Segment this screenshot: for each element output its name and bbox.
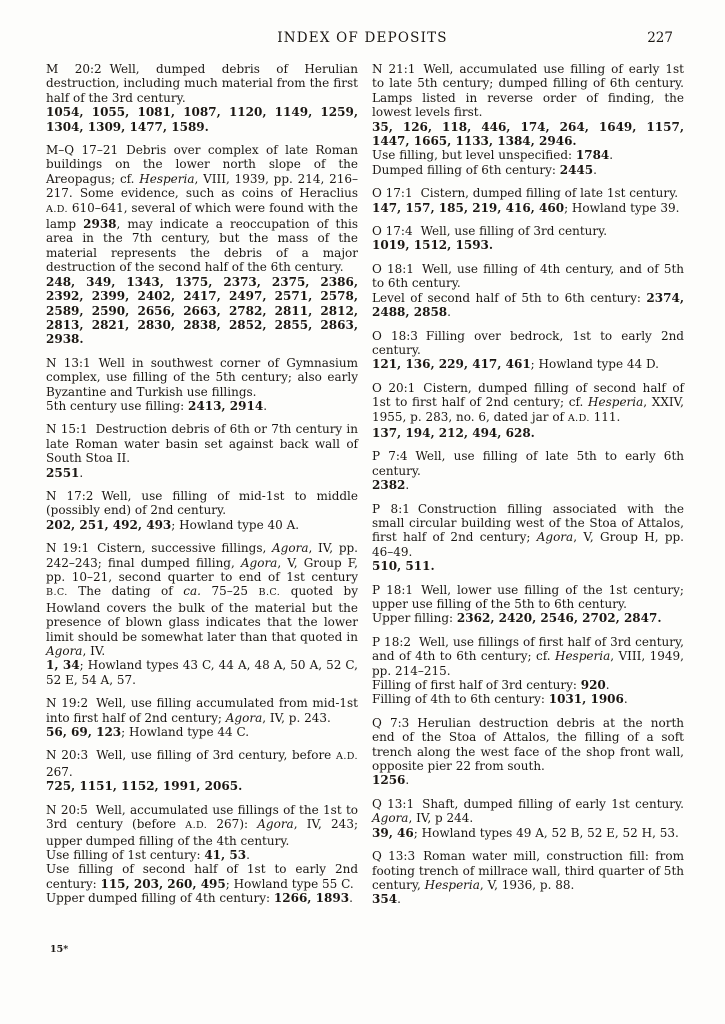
- entry-description: [372, 224, 684, 238]
- deposit-id: N 20:3: [46, 748, 89, 763]
- deposit-entry: [372, 186, 684, 215]
- page-title: INDEX OF DEPOSITS: [277, 30, 448, 46]
- text-run: , IV.: [82, 644, 106, 659]
- text-run: ; Howland type 44 C.: [121, 725, 250, 740]
- text-run: .: [605, 678, 610, 693]
- text-run: , XXIV, 1955, p. 283, no. 6, dated jar of: [372, 395, 684, 424]
- entry-description: [372, 635, 684, 678]
- entry-description: [46, 803, 358, 848]
- catalog-numbers-line: [372, 892, 684, 906]
- text-run: Hesperia: [424, 877, 480, 892]
- text-run: Destruction debris of 6th or 7th century in late Roman water basin set against back wall of South Stoa II.: [46, 422, 358, 466]
- deposit-entry: [372, 849, 684, 907]
- text-run: , VIII, 1939, pp. 214, 216–217. Some evidence, such as coins of Heraclius: [46, 171, 359, 201]
- text-run: Debris over complex of late Roman buildings on the lower north slope of the Areopagus; cf.: [46, 143, 358, 186]
- catalog-numbers-line: [372, 826, 684, 840]
- text-run: 267):: [207, 817, 258, 832]
- left-column: [46, 62, 358, 916]
- catalog-number: 121, 136, 229, 417, 461: [372, 357, 531, 372]
- entry-description: [372, 716, 684, 774]
- signature-mark: 15*: [50, 944, 69, 955]
- text-run: Hesperia: [588, 395, 644, 410]
- text-run: .: [246, 847, 250, 862]
- catalog-number: 2382: [372, 478, 406, 493]
- text-run: .: [79, 465, 84, 480]
- deposit-entry: [46, 143, 358, 347]
- deposit-id: O 18:3: [372, 328, 418, 343]
- deposit-entry: [372, 449, 684, 492]
- catalog-number: 248, 349, 1343, 1375, 2373, 2375, 2386, 2392, 2399, 2402, 2417, 2497, 2571, 2578, 2589, 2590, 2656, 2663, 2782, 2811, 2812, 2813, 2821, 2830, 2838, 2852, 2855, 2863, 2938.: [46, 274, 358, 347]
- deposit-id: N 17:2: [46, 488, 94, 503]
- text-run: .: [405, 478, 410, 493]
- catalog-numbers-line: [46, 725, 358, 739]
- deposit-id: O 18:1: [372, 261, 414, 276]
- catalog-number: 147, 157, 185, 219, 416, 460: [372, 200, 565, 215]
- catalog-numbers-line: [372, 611, 684, 625]
- deposit-entry: [46, 422, 358, 480]
- catalog-number: 202, 251, 492, 493: [46, 517, 172, 532]
- catalog-numbers-line: [372, 773, 684, 787]
- text-run: 5th century use filling:: [46, 398, 189, 413]
- text-run: .: [593, 162, 597, 177]
- deposit-id: O 17:1: [372, 186, 413, 201]
- deposit-id: N 15:1: [46, 422, 88, 437]
- right-column: [372, 62, 684, 916]
- text-run: Well, use filling of 4th century, and of 5th to 6th century.: [372, 261, 685, 291]
- deposit-entry: [46, 62, 358, 134]
- index-text-block: [46, 62, 684, 916]
- entry-description: [46, 62, 358, 105]
- deposit-id: P 8:1: [372, 501, 410, 516]
- text-run: Well, use filling of mid-1st to middle (possibly end) of 2nd century.: [46, 488, 358, 518]
- text-run: A.D.: [185, 820, 208, 832]
- deposit-id: Q 13:1: [372, 796, 415, 811]
- text-run: Filling of 4th to 6th century:: [372, 692, 549, 707]
- deposit-id: N 21:1: [372, 62, 416, 76]
- text-run: .: [623, 692, 628, 707]
- catalog-number: 115, 203, 260, 495: [100, 876, 226, 891]
- catalog-numbers-line: [372, 559, 684, 573]
- catalog-number: 56, 69, 123: [46, 725, 122, 740]
- catalog-number: 1031, 1906: [548, 692, 624, 707]
- text-run: Use filling, but level unspecified:: [372, 148, 576, 163]
- deposit-id: Q 13:3: [372, 849, 416, 864]
- text-run: B.C.: [258, 587, 281, 599]
- catalog-numbers-line: [372, 692, 684, 706]
- catalog-numbers-line: [46, 466, 358, 480]
- deposit-entry: [46, 696, 358, 739]
- catalog-numbers-line: [372, 238, 684, 252]
- catalog-number: 2551: [46, 465, 80, 480]
- catalog-number: 1, 34: [46, 658, 80, 673]
- catalog-number: 725, 1151, 1152, 1991, 2065.: [46, 779, 243, 794]
- text-run: .: [349, 891, 353, 906]
- text-run: ca.: [183, 584, 201, 599]
- deposit-id: N 19:1: [46, 541, 90, 556]
- text-run: Well, use filling of late 5th to early 6th century.: [372, 449, 684, 478]
- deposit-id: M–Q 17–21: [46, 143, 119, 158]
- text-run: Dumped filling of 6th century:: [372, 162, 560, 177]
- catalog-numbers-line: [46, 105, 358, 134]
- entry-description: [372, 502, 684, 560]
- deposit-entry: [372, 716, 684, 788]
- entry-description: [372, 797, 684, 826]
- catalog-numbers-line: [372, 163, 684, 177]
- text-run: , may indicate a reoccupation of this area in the 7th century, but the mass of the material represents the debris of a major destruction of the second half of the 6th century.: [46, 217, 358, 275]
- entry-description: [372, 262, 684, 291]
- catalog-number: 2413, 2914: [188, 398, 264, 413]
- entry-description: [46, 696, 358, 725]
- text-run: Agora: [225, 710, 263, 725]
- text-run: Well, accumulated use filling of early 1st to late 5th century; dumped filling of 6th century. Lamps listed in reverse order of finding, the lowest levels first.: [372, 62, 685, 120]
- catalog-numbers-line: [46, 518, 358, 532]
- text-run: , V, 1936, p. 88.: [479, 877, 575, 892]
- text-run: , V, Group F, pp. 10–21, second quarter to end of 1st century: [46, 555, 358, 584]
- entry-description: [372, 849, 684, 892]
- text-run: ; Howland type 44 D.: [530, 357, 659, 372]
- entry-description: [46, 143, 358, 275]
- catalog-number: 1266, 1893: [273, 891, 350, 906]
- deposit-entry: [372, 262, 684, 320]
- entry-description: [46, 356, 358, 399]
- text-run: Level of second half of 5th to 6th century:: [372, 290, 647, 305]
- text-run: Well, accumulated use fillings of the 1st to 3rd century (before: [46, 802, 358, 832]
- text-run: , IV, p 244.: [408, 811, 474, 826]
- deposit-entry: [372, 583, 684, 626]
- catalog-numbers-line: [372, 678, 684, 692]
- catalog-numbers-line: [372, 357, 684, 371]
- text-run: Cistern, successive fillings,: [97, 541, 273, 556]
- text-run: Well, use filling of 3rd century.: [420, 224, 608, 239]
- deposit-id: O 17:4: [372, 224, 413, 239]
- text-run: Agora: [46, 644, 83, 659]
- deposit-entry: [46, 356, 358, 414]
- catalog-numbers-line: [46, 658, 358, 687]
- text-run: , VIII, 1949, pp. 214–215.: [372, 649, 684, 678]
- text-run: , IV, p. 243.: [262, 710, 331, 725]
- catalog-numbers-line: [46, 848, 358, 862]
- catalog-numbers-line: [372, 291, 684, 320]
- text-run: Filling over bedrock, 1st to early 2nd century.: [372, 328, 684, 357]
- catalog-numbers-line: [46, 862, 358, 891]
- text-run: Construction filling associated with the small circular building west of the Stoa of Attalos, first half of 2nd century;: [372, 501, 684, 545]
- text-run: Agora: [257, 817, 294, 832]
- text-run: Agora: [536, 530, 574, 545]
- text-run: B.C.: [46, 587, 68, 599]
- deposit-id: P 18:2: [372, 634, 412, 649]
- deposit-entry: [372, 381, 684, 441]
- text-run: Agora: [372, 811, 409, 826]
- entry-description: [46, 422, 358, 465]
- text-run: Well in southwest corner of Gymnasium complex, use filling of the 5th century; also early Byzantine and Turkish use fillings.: [46, 355, 359, 399]
- deposit-entry: [46, 541, 358, 687]
- text-run: Herulian destruction debris at the north end of the Stoa of Attalos, the filling of a soft trench along the west face of the shop front wall, opposite pier 22 from south.: [372, 715, 685, 774]
- deposit-id: N 13:1: [46, 355, 91, 370]
- text-run: Cistern, dumped filling of second half of 1st to first half of 2nd century; cf.: [372, 380, 684, 410]
- catalog-number: 510, 511.: [372, 559, 435, 574]
- deposit-entry: [46, 803, 358, 906]
- deposit-entry: [372, 797, 684, 840]
- deposit-entry: [46, 489, 358, 532]
- catalog-number: 2938: [83, 217, 117, 232]
- text-run: quoted by Howland covers the bulk of the material but the presence of blown glass indicates that the lower limit should be somewhat later than that quoted in: [46, 584, 358, 644]
- deposit-id: P 7:4: [372, 449, 408, 464]
- catalog-number: 39, 46: [372, 825, 414, 840]
- text-run: ; Howland type 55 C.: [225, 876, 354, 891]
- text-run: Filling of first half of 3rd century:: [372, 678, 581, 693]
- entry-description: [372, 62, 684, 120]
- text-run: Agora: [272, 541, 309, 556]
- catalog-numbers-line: [372, 148, 684, 162]
- catalog-number: 2362, 2420, 2546, 2702, 2847.: [456, 611, 662, 626]
- text-run: .: [263, 398, 268, 413]
- text-run: ; Howland types 49 A, 52 B, 52 E, 52 H, 53.: [413, 825, 679, 840]
- deposit-id: O 20:1: [372, 380, 416, 395]
- catalog-numbers-line: [46, 891, 358, 905]
- text-run: A.D.: [336, 751, 358, 763]
- entry-description: [372, 449, 684, 478]
- catalog-number: 137, 194, 212, 494, 628.: [372, 425, 535, 440]
- catalog-numbers-line: [372, 426, 684, 440]
- catalog-number: 1784: [575, 148, 610, 163]
- catalog-number: 1019, 1512, 1593.: [372, 238, 494, 253]
- text-run: Roman water mill, construction fill: from footing trench of millrace wall, third quarter of 5th century,: [372, 849, 684, 892]
- deposit-entry: [372, 635, 684, 707]
- catalog-numbers-line: [46, 399, 358, 413]
- text-run: Shaft, dumped filling of early 1st century.: [422, 796, 684, 811]
- entry-description: [46, 489, 358, 518]
- catalog-numbers-line: [46, 275, 358, 347]
- text-run: Upper dumped filling of 4th century:: [46, 891, 274, 906]
- text-run: ; Howland type 39.: [564, 200, 680, 215]
- catalog-numbers-line: [372, 478, 684, 492]
- catalog-number: 41, 53: [204, 847, 247, 862]
- deposit-id: M 20:2: [46, 62, 102, 76]
- text-run: ; Howland type 40 A.: [171, 517, 300, 532]
- text-run: .: [609, 148, 614, 163]
- text-run: .: [397, 892, 401, 907]
- text-run: A.D.: [46, 203, 68, 215]
- text-run: Use filling of second half of 1st to early 2nd century:: [46, 862, 358, 891]
- catalog-numbers-line: [46, 779, 358, 793]
- text-run: Well, use fillings of first half of 3rd century, and of 4th to 6th century; cf.: [372, 634, 684, 664]
- catalog-number: 1256: [372, 773, 406, 788]
- entry-description: [46, 748, 358, 779]
- catalog-number: 2445: [559, 162, 594, 177]
- entry-description: [372, 329, 684, 358]
- text-run: ; Howland types 43 C, 44 A, 48 A, 50 A, 52 C, 52 E, 54 A, 57.: [46, 658, 359, 687]
- text-run: A.D.: [567, 412, 590, 424]
- text-run: Use filling of 1st century:: [46, 847, 205, 862]
- text-run: 610–641, several of which were found with the lamp: [46, 200, 358, 232]
- text-run: , IV, 243; upper dumped filling of the 4th century.: [46, 817, 358, 848]
- entry-description: [372, 583, 684, 612]
- entry-description: [372, 381, 684, 426]
- text-run: Well, lower use filling of the 1st century; upper use filling of the 5th to 6th century.: [372, 582, 684, 611]
- entry-description: [372, 186, 684, 200]
- catalog-number: 354: [372, 892, 398, 907]
- text-run: , V, Group H, pp. 46–49.: [372, 530, 684, 559]
- catalog-numbers-line: [372, 201, 684, 215]
- text-run: The dating of: [67, 584, 184, 599]
- catalog-number: 2374, 2488, 2858: [372, 290, 684, 320]
- text-run: .: [405, 773, 410, 788]
- catalog-numbers-line: [372, 120, 684, 149]
- deposit-entry: [372, 62, 684, 177]
- text-run: Hesperia: [139, 171, 195, 186]
- text-run: Well, use filling accumulated from mid-1st into first half of 2nd century;: [46, 696, 358, 725]
- deposit-entry: [372, 224, 684, 253]
- text-run: 111.: [589, 409, 621, 424]
- text-run: Well, dumped debris of Herulian destruction, including much material from the first half of the 3rd century.: [46, 62, 358, 105]
- text-run: Cistern, dumped filling of late 1st century.: [420, 186, 679, 201]
- text-run: Well, use filling of 3rd century, before: [96, 748, 337, 763]
- deposit-entry: [46, 748, 358, 793]
- text-run: , IV, pp. 242–243; final dumped filling,: [46, 541, 358, 570]
- deposit-id: N 20:5: [46, 802, 88, 817]
- text-run: 75–25: [200, 584, 259, 599]
- catalog-number: 920: [580, 678, 606, 693]
- catalog-number: 1054, 1055, 1081, 1087, 1120, 1149, 1259, 1304, 1309, 1477, 1589.: [46, 105, 358, 134]
- entry-description: [46, 541, 358, 658]
- deposit-entry: [372, 502, 684, 574]
- deposit-id: Q 7:3: [372, 715, 410, 730]
- deposit-id: N 19:2: [46, 696, 89, 711]
- deposit-entry: [372, 329, 684, 372]
- page-number: 227: [647, 30, 673, 46]
- text-run: Upper filling:: [372, 611, 457, 626]
- catalog-number: 35, 126, 118, 446, 174, 264, 1649, 1157, 1447, 1665, 1133, 1384, 2946.: [372, 119, 684, 149]
- text-run: Agora: [240, 555, 278, 570]
- text-run: Hesperia: [554, 649, 611, 664]
- text-run: 267.: [46, 764, 73, 779]
- text-run: .: [447, 305, 451, 320]
- deposit-id: P 18:1: [372, 582, 414, 597]
